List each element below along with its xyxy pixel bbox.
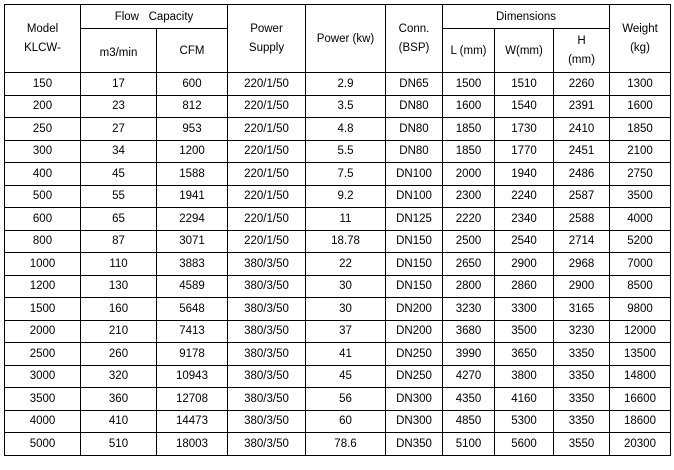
cell-power-kw: 7.5 (306, 163, 386, 186)
cell-dim-h: 3350 (554, 365, 610, 388)
cell-dim-l: 2300 (443, 185, 495, 208)
cell-power-kw: 78.6 (306, 433, 386, 456)
cell-flow-m3: 160 (81, 298, 157, 321)
cell-weight: 4000 (610, 208, 671, 231)
cell-dim-h: 2410 (554, 118, 610, 141)
cell-weight: 2750 (610, 163, 671, 186)
cell-flow-cfm: 812 (157, 95, 228, 118)
cell-dim-w: 1940 (495, 163, 554, 186)
cell-dim-l: 2220 (443, 208, 495, 231)
cell-flow-cfm: 5648 (157, 298, 228, 321)
cell-flow-cfm: 2294 (157, 208, 228, 231)
cell-flow-cfm: 10943 (157, 365, 228, 388)
cell-power-kw: 56 (306, 388, 386, 411)
cell-conn: DN100 (386, 163, 443, 186)
cell-weight: 8500 (610, 275, 671, 298)
cell-flow-cfm: 18003 (157, 433, 228, 456)
cell-flow-cfm: 9178 (157, 343, 228, 366)
cell-flow-m3: 87 (81, 230, 157, 253)
cell-weight: 16600 (610, 388, 671, 411)
cell-power-kw: 11 (306, 208, 386, 231)
cell-flow-cfm: 1941 (157, 185, 228, 208)
cell-weight: 1850 (610, 118, 671, 141)
cell-conn: DN150 (386, 253, 443, 276)
cell-dim-w: 5600 (495, 433, 554, 456)
cell-power-kw: 22 (306, 253, 386, 276)
spec-table-header (5, 5, 671, 73)
cell-flow-m3: 410 (81, 410, 157, 433)
cell-model: 200 (5, 95, 81, 118)
table-row (5, 275, 671, 298)
table-row (5, 253, 671, 276)
cell-conn: DN150 (386, 275, 443, 298)
cell-model: 2000 (5, 320, 81, 343)
cell-conn: DN80 (386, 95, 443, 118)
cell-weight: 1600 (610, 95, 671, 118)
cell-model: 1200 (5, 275, 81, 298)
table-row (5, 118, 671, 141)
header-power-supply-line2: Supply (248, 41, 285, 54)
cell-conn: DN150 (386, 230, 443, 253)
cell-flow-m3: 34 (81, 140, 157, 163)
cell-model: 4000 (5, 410, 81, 433)
cell-conn: DN65 (386, 73, 443, 96)
cell-dim-l: 1850 (443, 118, 495, 141)
cell-power-supply: 220/1/50 (228, 163, 306, 186)
cell-dim-l: 3230 (443, 298, 495, 321)
cell-weight: 9800 (610, 298, 671, 321)
cell-flow-cfm: 4589 (157, 275, 228, 298)
cell-dim-w: 1730 (495, 118, 554, 141)
table-row (5, 365, 671, 388)
cell-flow-cfm: 14473 (157, 410, 228, 433)
cell-power-kw: 2.9 (306, 73, 386, 96)
cell-model: 500 (5, 185, 81, 208)
cell-flow-m3: 360 (81, 388, 157, 411)
header-weight-line1: Weight (622, 22, 658, 35)
cell-power-supply: 380/3/50 (228, 298, 306, 321)
cell-dim-l: 4850 (443, 410, 495, 433)
table-row (5, 320, 671, 343)
cell-dim-w: 2540 (495, 230, 554, 253)
cell-dim-w: 3650 (495, 343, 554, 366)
cell-dim-l: 1600 (443, 95, 495, 118)
cell-dim-w: 4160 (495, 388, 554, 411)
cell-dim-h: 3230 (554, 320, 610, 343)
header-power-kw: Power (kw) (306, 5, 386, 73)
cell-dim-h: 3550 (554, 433, 610, 456)
cell-dim-h: 3350 (554, 343, 610, 366)
header-flow-capacity (81, 5, 228, 29)
cell-model: 1000 (5, 253, 81, 276)
cell-model: 600 (5, 208, 81, 231)
cell-weight: 2100 (610, 140, 671, 163)
cell-model: 150 (5, 73, 81, 96)
header-dim-h-line1: H (577, 34, 586, 47)
cell-dim-w: 2240 (495, 185, 554, 208)
cell-flow-cfm: 7413 (157, 320, 228, 343)
header-conn-line1: Conn. (398, 22, 430, 35)
cell-conn: DN125 (386, 208, 443, 231)
cell-weight: 14800 (610, 365, 671, 388)
cell-power-supply: 220/1/50 (228, 230, 306, 253)
cell-model: 250 (5, 118, 81, 141)
cell-power-kw: 60 (306, 410, 386, 433)
cell-flow-m3: 23 (81, 95, 157, 118)
cell-power-supply: 220/1/50 (228, 185, 306, 208)
cell-dim-h: 2486 (554, 163, 610, 186)
cell-dim-w: 2900 (495, 253, 554, 276)
cell-model: 1500 (5, 298, 81, 321)
cell-flow-cfm: 12708 (157, 388, 228, 411)
cell-power-supply: 380/3/50 (228, 343, 306, 366)
cell-flow-m3: 65 (81, 208, 157, 231)
cell-conn: DN200 (386, 298, 443, 321)
table-row (5, 388, 671, 411)
cell-flow-m3: 130 (81, 275, 157, 298)
header-model-line1: Model (26, 22, 59, 35)
cell-dim-h: 2451 (554, 140, 610, 163)
cell-dim-h: 2260 (554, 73, 610, 96)
cell-dim-w: 5300 (495, 410, 554, 433)
cell-weight: 12000 (610, 320, 671, 343)
header-flow-cfm: CFM (157, 29, 228, 73)
cell-dim-w: 3800 (495, 365, 554, 388)
cell-power-supply: 220/1/50 (228, 95, 306, 118)
cell-weight: 20300 (610, 433, 671, 456)
cell-dim-l: 3990 (443, 343, 495, 366)
cell-conn: DN250 (386, 365, 443, 388)
header-conn-line2: (BSP) (398, 41, 430, 54)
cell-model: 300 (5, 140, 81, 163)
cell-power-supply: 220/1/50 (228, 140, 306, 163)
cell-dim-h: 2714 (554, 230, 610, 253)
cell-dim-h: 2968 (554, 253, 610, 276)
cell-power-supply: 380/3/50 (228, 275, 306, 298)
header-capacity-word: Capacity (148, 10, 194, 23)
table-row (5, 410, 671, 433)
header-model (5, 5, 81, 73)
header-flow-word: Flow (114, 10, 139, 23)
header-power-supply (228, 5, 306, 73)
header-power-supply-line1: Power (250, 22, 283, 35)
cell-power-kw: 45 (306, 365, 386, 388)
cell-model: 3000 (5, 365, 81, 388)
cell-power-supply: 380/3/50 (228, 365, 306, 388)
cell-flow-cfm: 3883 (157, 253, 228, 276)
header-dim-h-line2: (mm) (568, 53, 595, 66)
cell-dim-w: 1540 (495, 95, 554, 118)
header-row-1 (5, 5, 671, 29)
cell-flow-m3: 27 (81, 118, 157, 141)
table-row (5, 185, 671, 208)
cell-conn: DN200 (386, 320, 443, 343)
cell-power-supply: 220/1/50 (228, 73, 306, 96)
cell-flow-m3: 45 (81, 163, 157, 186)
cell-dim-w: 1770 (495, 140, 554, 163)
cell-power-kw: 30 (306, 298, 386, 321)
header-conn (386, 5, 443, 73)
cell-model: 3500 (5, 388, 81, 411)
cell-dim-l: 2000 (443, 163, 495, 186)
cell-dim-h: 3350 (554, 388, 610, 411)
cell-dim-w: 3300 (495, 298, 554, 321)
header-dim-h (554, 29, 610, 73)
cell-dim-w: 2860 (495, 275, 554, 298)
cell-dim-h: 2588 (554, 208, 610, 231)
spec-table (4, 4, 671, 456)
table-row (5, 73, 671, 96)
cell-dim-h: 2391 (554, 95, 610, 118)
cell-dim-l: 5100 (443, 433, 495, 456)
table-row (5, 298, 671, 321)
cell-model: 5000 (5, 433, 81, 456)
cell-weight: 13500 (610, 343, 671, 366)
cell-model: 2500 (5, 343, 81, 366)
cell-power-supply: 220/1/50 (228, 208, 306, 231)
cell-power-kw: 4.8 (306, 118, 386, 141)
cell-weight: 3500 (610, 185, 671, 208)
cell-conn: DN300 (386, 410, 443, 433)
cell-power-supply: 220/1/50 (228, 118, 306, 141)
header-flow-m3: m3/min (81, 29, 157, 73)
cell-dim-h: 3350 (554, 410, 610, 433)
cell-dim-w: 1510 (495, 73, 554, 96)
cell-dim-l: 2800 (443, 275, 495, 298)
cell-flow-m3: 17 (81, 73, 157, 96)
cell-weight: 1300 (610, 73, 671, 96)
cell-dim-l: 1500 (443, 73, 495, 96)
cell-power-kw: 5.5 (306, 140, 386, 163)
cell-flow-cfm: 1200 (157, 140, 228, 163)
cell-dim-l: 4350 (443, 388, 495, 411)
spec-table-body (5, 73, 671, 456)
cell-weight: 18600 (610, 410, 671, 433)
table-row (5, 230, 671, 253)
cell-model: 400 (5, 163, 81, 186)
cell-dim-l: 1850 (443, 140, 495, 163)
cell-dim-l: 3680 (443, 320, 495, 343)
header-dimensions: Dimensions (443, 5, 610, 29)
cell-dim-h: 3165 (554, 298, 610, 321)
header-model-line2: KLCW- (24, 41, 61, 54)
cell-dim-l: 4270 (443, 365, 495, 388)
cell-power-supply: 380/3/50 (228, 253, 306, 276)
cell-power-kw: 3.5 (306, 95, 386, 118)
cell-conn: DN250 (386, 343, 443, 366)
cell-power-kw: 41 (306, 343, 386, 366)
cell-flow-m3: 110 (81, 253, 157, 276)
cell-dim-h: 2900 (554, 275, 610, 298)
header-weight (610, 5, 671, 73)
table-row (5, 433, 671, 456)
cell-power-kw: 30 (306, 275, 386, 298)
table-row (5, 163, 671, 186)
cell-conn: DN100 (386, 185, 443, 208)
cell-flow-m3: 260 (81, 343, 157, 366)
cell-power-kw: 18.78 (306, 230, 386, 253)
table-row (5, 95, 671, 118)
cell-dim-h: 2587 (554, 185, 610, 208)
cell-flow-cfm: 1588 (157, 163, 228, 186)
cell-power-kw: 9.2 (306, 185, 386, 208)
cell-conn: DN300 (386, 388, 443, 411)
cell-power-supply: 380/3/50 (228, 410, 306, 433)
table-row (5, 208, 671, 231)
table-row (5, 343, 671, 366)
header-dim-l: L (mm) (443, 29, 495, 73)
cell-weight: 7000 (610, 253, 671, 276)
cell-dim-w: 3500 (495, 320, 554, 343)
cell-dim-l: 2650 (443, 253, 495, 276)
cell-conn: DN350 (386, 433, 443, 456)
cell-dim-l: 2500 (443, 230, 495, 253)
cell-flow-m3: 55 (81, 185, 157, 208)
cell-flow-cfm: 953 (157, 118, 228, 141)
cell-flow-cfm: 3071 (157, 230, 228, 253)
cell-flow-m3: 510 (81, 433, 157, 456)
cell-flow-m3: 320 (81, 365, 157, 388)
cell-power-supply: 380/3/50 (228, 433, 306, 456)
header-weight-line2: (kg) (630, 41, 650, 54)
cell-conn: DN80 (386, 140, 443, 163)
header-dim-w: W(mm) (495, 29, 554, 73)
table-row (5, 140, 671, 163)
cell-power-supply: 380/3/50 (228, 320, 306, 343)
cell-flow-m3: 210 (81, 320, 157, 343)
cell-flow-cfm: 600 (157, 73, 228, 96)
cell-power-kw: 37 (306, 320, 386, 343)
cell-dim-w: 2340 (495, 208, 554, 231)
cell-weight: 5200 (610, 230, 671, 253)
cell-power-supply: 380/3/50 (228, 388, 306, 411)
cell-conn: DN80 (386, 118, 443, 141)
cell-model: 800 (5, 230, 81, 253)
